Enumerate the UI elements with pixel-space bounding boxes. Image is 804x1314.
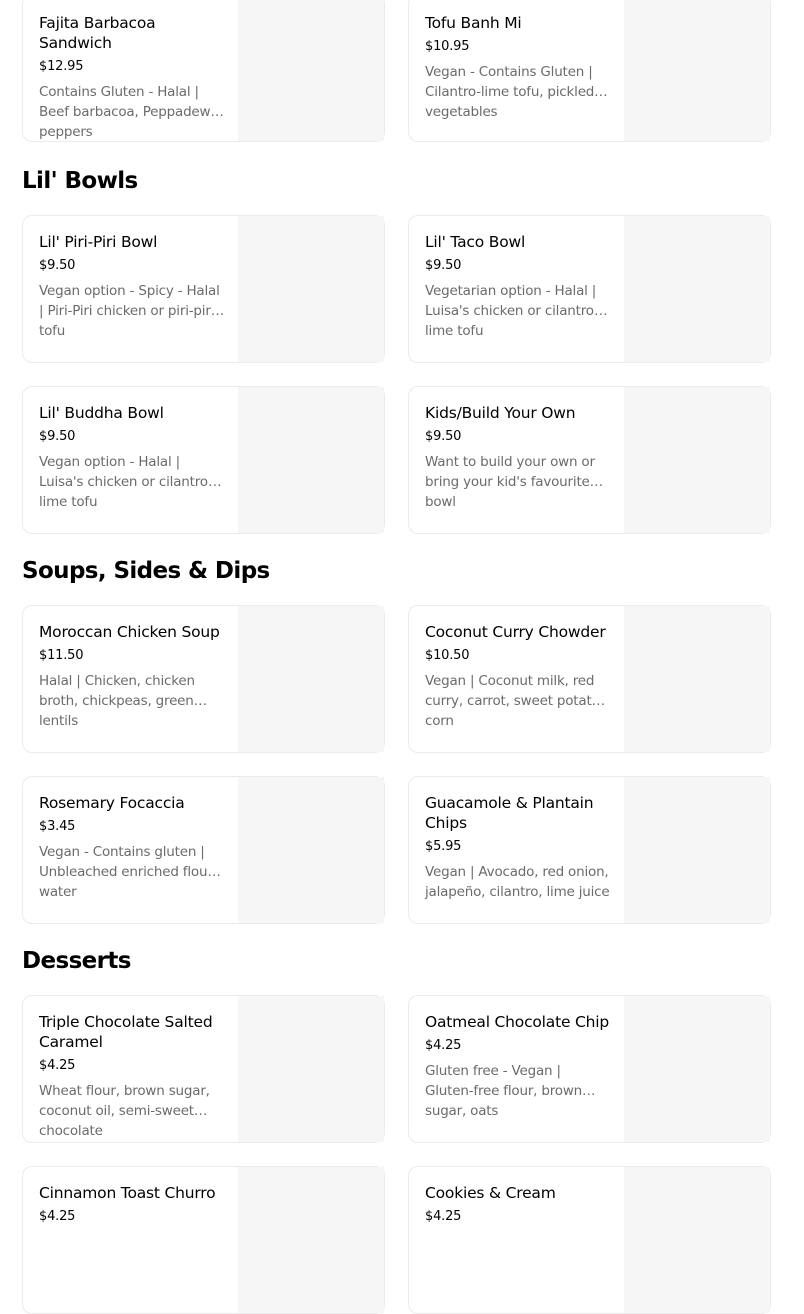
section-title-lil-bowls: Lil' Bowls [22, 168, 138, 194]
menu-item-name: Fajita Barbacoa Sandwich [39, 14, 156, 52]
menu-item-description: Vegan | Coconut milk, red curry, carrot, sweet potato, corn [425, 673, 604, 729]
menu-item-description: Halal | Chicken, chicken broth, chickpeas, green lentils [39, 673, 195, 729]
menu-item-info [425, 1012, 612, 1119]
menu-item-card[interactable] [22, 605, 385, 753]
menu-item-info [425, 403, 612, 510]
menu-item-image-placeholder [624, 387, 770, 533]
menu-item-name: Oatmeal Chocolate Chip [425, 1013, 610, 1031]
menu-item-info [39, 403, 226, 510]
menu-item-name: Cinnamon Toast Churro [39, 1184, 216, 1202]
menu-item-image-placeholder [624, 1167, 770, 1313]
menu-item-card[interactable] [22, 0, 385, 142]
menu-item-card[interactable] [408, 1166, 771, 1314]
menu-item-price: $12.95 [39, 59, 84, 74]
menu-item-card[interactable] [408, 776, 771, 924]
menu-item-info [425, 13, 612, 120]
menu-item-card[interactable] [22, 995, 385, 1143]
menu-item-image-placeholder [238, 996, 384, 1142]
menu-item-description: Want to build your own or bring your kid's favourite bowl [425, 454, 595, 510]
menu-item-name: Lil' Taco Bowl [425, 233, 526, 251]
menu-item-image-placeholder [238, 387, 384, 533]
menu-item-price: $9.50 [425, 258, 462, 273]
menu-item-name: Kids/Build Your Own [425, 404, 576, 422]
menu-item-card[interactable] [22, 215, 385, 363]
menu-item-image-placeholder [624, 777, 770, 923]
menu-item-description: Vegetarian option - Halal | Luisa's chicken or cilantro-lime tofu [425, 283, 599, 339]
menu-item-description: Vegan option - Spicy - Halal | Piri-Piri chicken or piri-piri tofu [39, 283, 220, 339]
menu-item-name: Triple Chocolate Salted Caramel [39, 1013, 213, 1051]
menu-item-info [425, 793, 612, 902]
menu-item-description: Vegan - Contains Gluten | Cilantro-lime tofu, pickled vegetables [425, 64, 595, 120]
menu-item-card[interactable] [408, 215, 771, 363]
menu-item-info [425, 232, 612, 339]
menu-item-info [425, 1183, 612, 1226]
menu-item-price: $4.25 [39, 1058, 76, 1073]
menu-item-image-placeholder [238, 777, 384, 923]
menu-item-card[interactable] [22, 776, 385, 924]
menu-item-description: Wheat flour, brown sugar, coconut oil, semi-sweet chocolate [39, 1083, 210, 1139]
menu-item-name: Guacamole & Plantain Chips [425, 794, 594, 832]
menu-item-price: $10.95 [425, 39, 470, 54]
menu-item-description: Vegan option - Halal | Luisa's chicken or cilantro-lime tofu [39, 454, 213, 510]
section-title-desserts: Desserts [22, 948, 131, 974]
menu-item-price: $5.95 [425, 839, 462, 854]
menu-item-card[interactable] [22, 386, 385, 534]
menu-item-price: $9.50 [425, 429, 462, 444]
menu-item-image-placeholder [238, 1167, 384, 1313]
menu-item-info [39, 13, 226, 140]
menu-item-info [39, 793, 226, 900]
menu-item-card[interactable] [408, 0, 771, 142]
menu-item-name: Tofu Banh Mi [425, 14, 522, 32]
menu-item-card[interactable] [408, 995, 771, 1143]
menu-item-description: Contains Gluten - Halal | Beef barbacoa, Peppadew peppers [39, 84, 211, 140]
menu-item-card[interactable] [408, 605, 771, 753]
menu-item-info [39, 1012, 226, 1139]
menu-item-image-placeholder [624, 606, 770, 752]
menu-item-image-placeholder [624, 996, 770, 1142]
menu-item-info [39, 232, 226, 339]
menu-item-info [425, 622, 612, 729]
menu-item-price: $4.25 [425, 1209, 462, 1224]
menu-item-price: $4.25 [39, 1209, 76, 1224]
menu-item-name: Coconut Curry Chowder [425, 623, 606, 641]
menu-item-image-placeholder [238, 606, 384, 752]
menu-item-card[interactable] [408, 386, 771, 534]
menu-item-name: Lil' Buddha Bowl [39, 404, 164, 422]
menu-item-price: $4.25 [425, 1038, 462, 1053]
menu-item-price: $10.50 [425, 648, 470, 663]
menu-item-description: Vegan | Avocado, red onion, jalapeño, cilantro, lime juice [425, 864, 610, 900]
menu-item-price: $3.45 [39, 819, 76, 834]
menu-item-card[interactable] [22, 1166, 385, 1314]
menu-item-image-placeholder [238, 216, 384, 362]
menu-item-info [39, 1183, 226, 1226]
menu-item-image-placeholder [624, 216, 770, 362]
menu-item-description: Vegan - Contains gluten | Unbleached enriched flour, water [39, 844, 217, 900]
menu-item-name: Moroccan Chicken Soup [39, 623, 220, 641]
menu-item-description: Gluten free - Vegan | Gluten-free flour, brown sugar, oats [425, 1063, 583, 1119]
menu-item-name: Cookies & Cream [425, 1184, 556, 1202]
menu-item-info [39, 622, 226, 729]
menu-item-price: $11.50 [39, 648, 84, 663]
menu-item-image-placeholder [624, 0, 770, 141]
menu-item-price: $9.50 [39, 258, 76, 273]
section-title-soups-sides-dips: Soups, Sides & Dips [22, 558, 270, 584]
menu-item-price: $9.50 [39, 429, 76, 444]
menu-item-name: Rosemary Focaccia [39, 794, 185, 812]
menu-item-name: Lil' Piri-Piri Bowl [39, 233, 158, 251]
menu-item-image-placeholder [238, 0, 384, 141]
